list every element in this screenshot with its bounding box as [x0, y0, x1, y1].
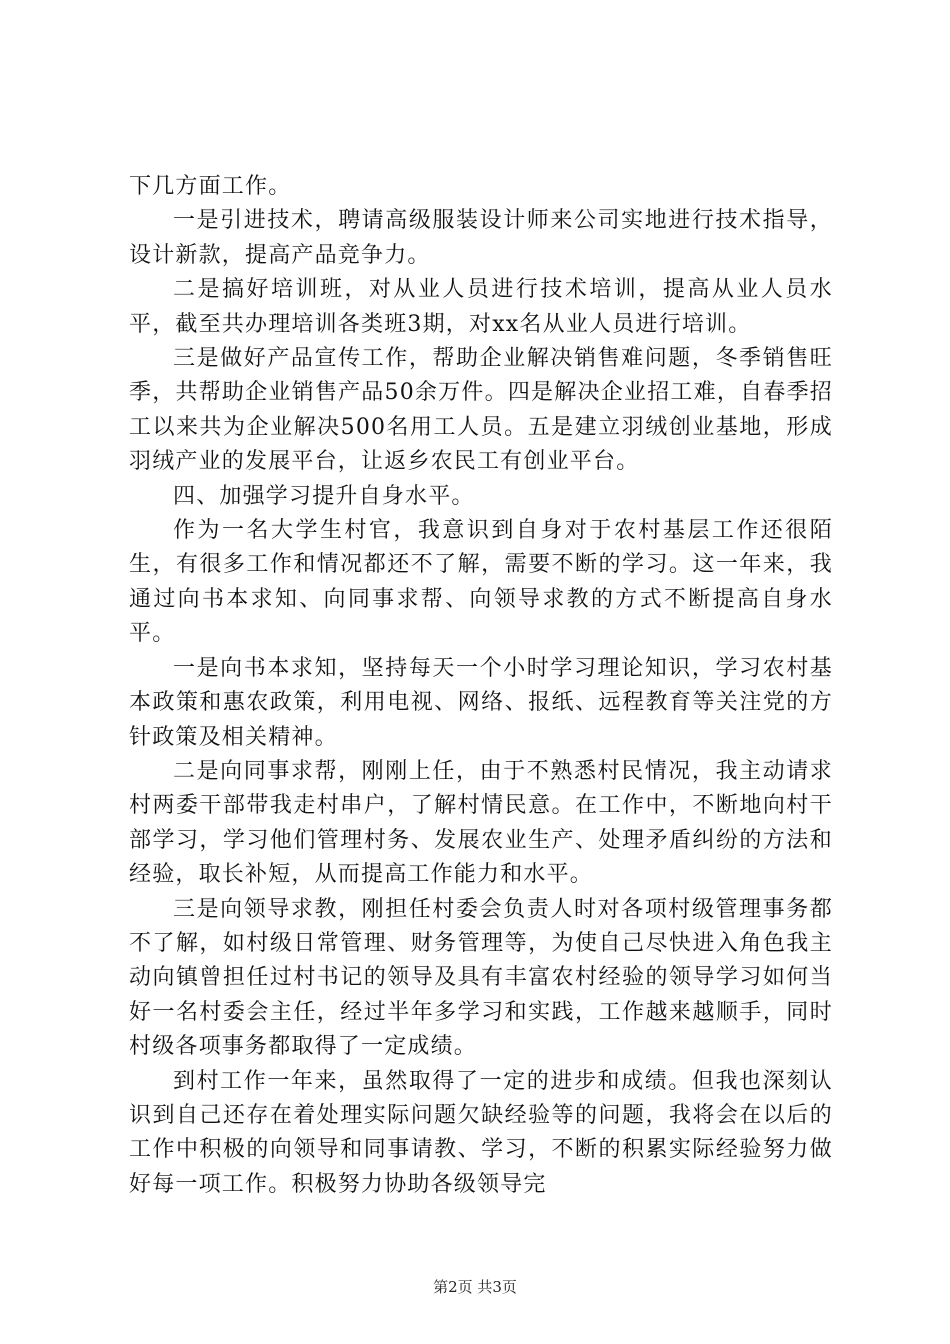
paragraph-8: 二是向同事求帮，刚刚上任，由于不熟悉村民情况，我主动请求村两委干部带我走村串户，了解村情民意。在工作中，不断地向村干部学习，学习他们管理村务、发展农业生产、处理矛盾纠纷的方法和经验，取长补短，从而提高工作能力和水平。 [129, 758, 833, 888]
paragraph-1: 下几方面工作。 [129, 174, 292, 199]
paragraph-9: 三是向领导求教，刚担任村委会负责人时对各项村级管理事务都不了解，如村级日常管理、财务管理等，为使自己尽快进入角色我主动向镇曾担任过村书记的领导及具有丰富农村经验的领导学习如何当好一名村委会主任，经过半年多学习和实践，工作越来越顺手，同时村级各项事务都取得了一定成绩。 [129, 896, 833, 1060]
paragraph-3: 二是搞好培训班，对从业人员进行技术培训，提高从业人员水平，截至共办理培训各类班3期，对xx名从业人员进行培训。 [129, 277, 833, 337]
paragraph-4: 三是做好产品宣传工作，帮助企业解决销售难问题，冬季销售旺季，共帮助企业销售产品50余万件。四是解决企业招工难，自春季招工以来共为企业解决500名用工人员。五是建立羽绒创业基地，形成羽绒产业的发展平台，让返乡农民工有创业平台。 [129, 346, 833, 475]
paragraph-6: 作为一名大学生村官，我意识到自身对于农村基层工作还很陌生，有很多工作和情况都还不了解，需要不断的学习。这一年来，我通过向书本求知、向同事求帮、向领导求教的方式不断提高自身水平。 [129, 518, 833, 647]
paragraph-10: 到村工作一年来，虽然取得了一定的进步和成绩。但我也深刻认识到自己还存在着处理实际问题欠缺经验等的问题，我将会在以后的工作中积极的向领导和同事请教、学习，不断的积累实际经验努力做好每一项工作。积极努力协助各级领导完 [129, 1068, 833, 1197]
paragraph-7: 一是向书本求知，坚持每天一个小时学习理论知识，学习农村基本政策和惠农政策，利用电视、网络、报纸、远程教育等关注党的方针政策及相关精神。 [129, 655, 833, 750]
paragraph-2: 一是引进技术，聘请高级服装设计师来公司实地进行技术指导，设计新款，提高产品竞争力。 [129, 208, 833, 268]
document-body [129, 170, 833, 1202]
section-heading: 四、加强学习提升自身水平。 [173, 483, 475, 509]
page-number-footer: 第2页 共3页 [433, 1278, 517, 1296]
